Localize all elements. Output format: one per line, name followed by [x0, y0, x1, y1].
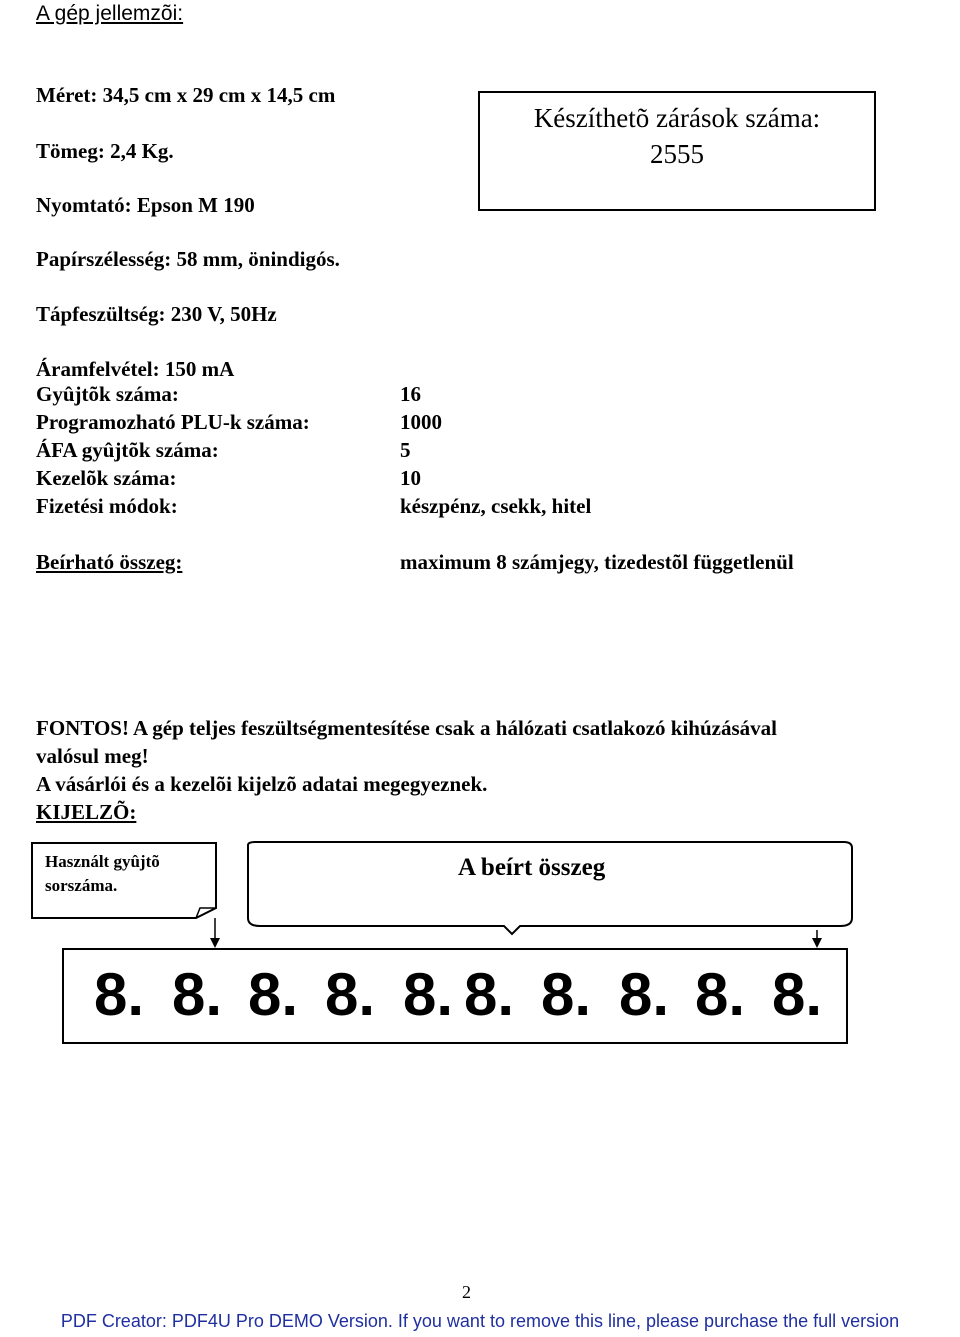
footer-watermark: PDF Creator: PDF4U Pro DEMO Version. If you want to remove this line, please purchase the full version — [60, 1311, 900, 1331]
spec-voltage: Tápfeszültség: 230 V, 50Hz — [36, 302, 277, 326]
closures-value: 2555 — [650, 139, 704, 169]
counter-arrow-head — [210, 938, 220, 948]
param-value: 16 — [400, 382, 421, 406]
display-digit: 8. — [619, 961, 670, 1028]
display-digit: 8. — [772, 961, 823, 1028]
param-label: Kezelõk száma: — [36, 466, 177, 490]
display-panel — [62, 948, 848, 1044]
display-digit: 8. — [172, 961, 223, 1028]
counter-callout-line2: sorszáma. — [45, 876, 118, 895]
page-number: 2 — [462, 1282, 471, 1302]
display-digit: 8. — [464, 961, 515, 1028]
counter-callout-line1: Használt gyûjtõ — [45, 852, 160, 871]
notice-line: valósul meg! — [36, 744, 149, 768]
notice-line: FONTOS! A gép teljes feszültségmentesítése csak a hálózati csatlakozó kihúzásával — [36, 716, 777, 740]
spec-printer: Nyomtató: Epson M 190 — [36, 193, 255, 217]
section-heading: A gép jellemzõi: — [36, 2, 184, 25]
closures-label: Készíthetõ zárások száma: — [533, 103, 821, 133]
display-heading: KIJELZÕ: — [36, 800, 137, 824]
display-digit: 8. — [403, 961, 454, 1028]
display-digit: 8. — [695, 961, 746, 1028]
display-digit: 8. — [325, 961, 376, 1028]
param-label: Fizetési módok: — [36, 494, 178, 518]
param-label: Programozható PLU-k száma: — [36, 410, 310, 434]
param-value: 10 — [400, 466, 421, 490]
notice-line: A vásárlói és a kezelõi kijelzõ adatai megegyeznek. — [36, 772, 488, 796]
display-digit: 8. — [248, 961, 299, 1028]
param-value: 1000 — [400, 410, 442, 434]
display-digit: 8. — [541, 961, 592, 1028]
spec-weight: Tömeg: 2,4 Kg. — [36, 139, 174, 163]
param-label: Gyûjtõk száma: — [36, 382, 179, 406]
param-label: Beírható összeg: — [36, 550, 183, 574]
amount-callout-label: A beírt összeg — [458, 854, 606, 881]
spec-paper: Papírszélesség: 58 mm, önindigós. — [36, 247, 340, 271]
spec-current: Áramfelvétel: 150 mA — [36, 357, 235, 381]
display-digit: 8. — [94, 961, 145, 1028]
param-value: 5 — [400, 438, 411, 462]
spec-size: Méret: 34,5 cm x 29 cm x 14,5 cm — [36, 83, 336, 107]
param-label: ÁFA gyûjtõk száma: — [36, 438, 219, 462]
amount-arrow-head — [812, 938, 822, 948]
param-value: maximum 8 számjegy, tizedestõl függetlenül — [400, 550, 794, 574]
param-value: készpénz, csekk, hitel — [400, 494, 592, 518]
